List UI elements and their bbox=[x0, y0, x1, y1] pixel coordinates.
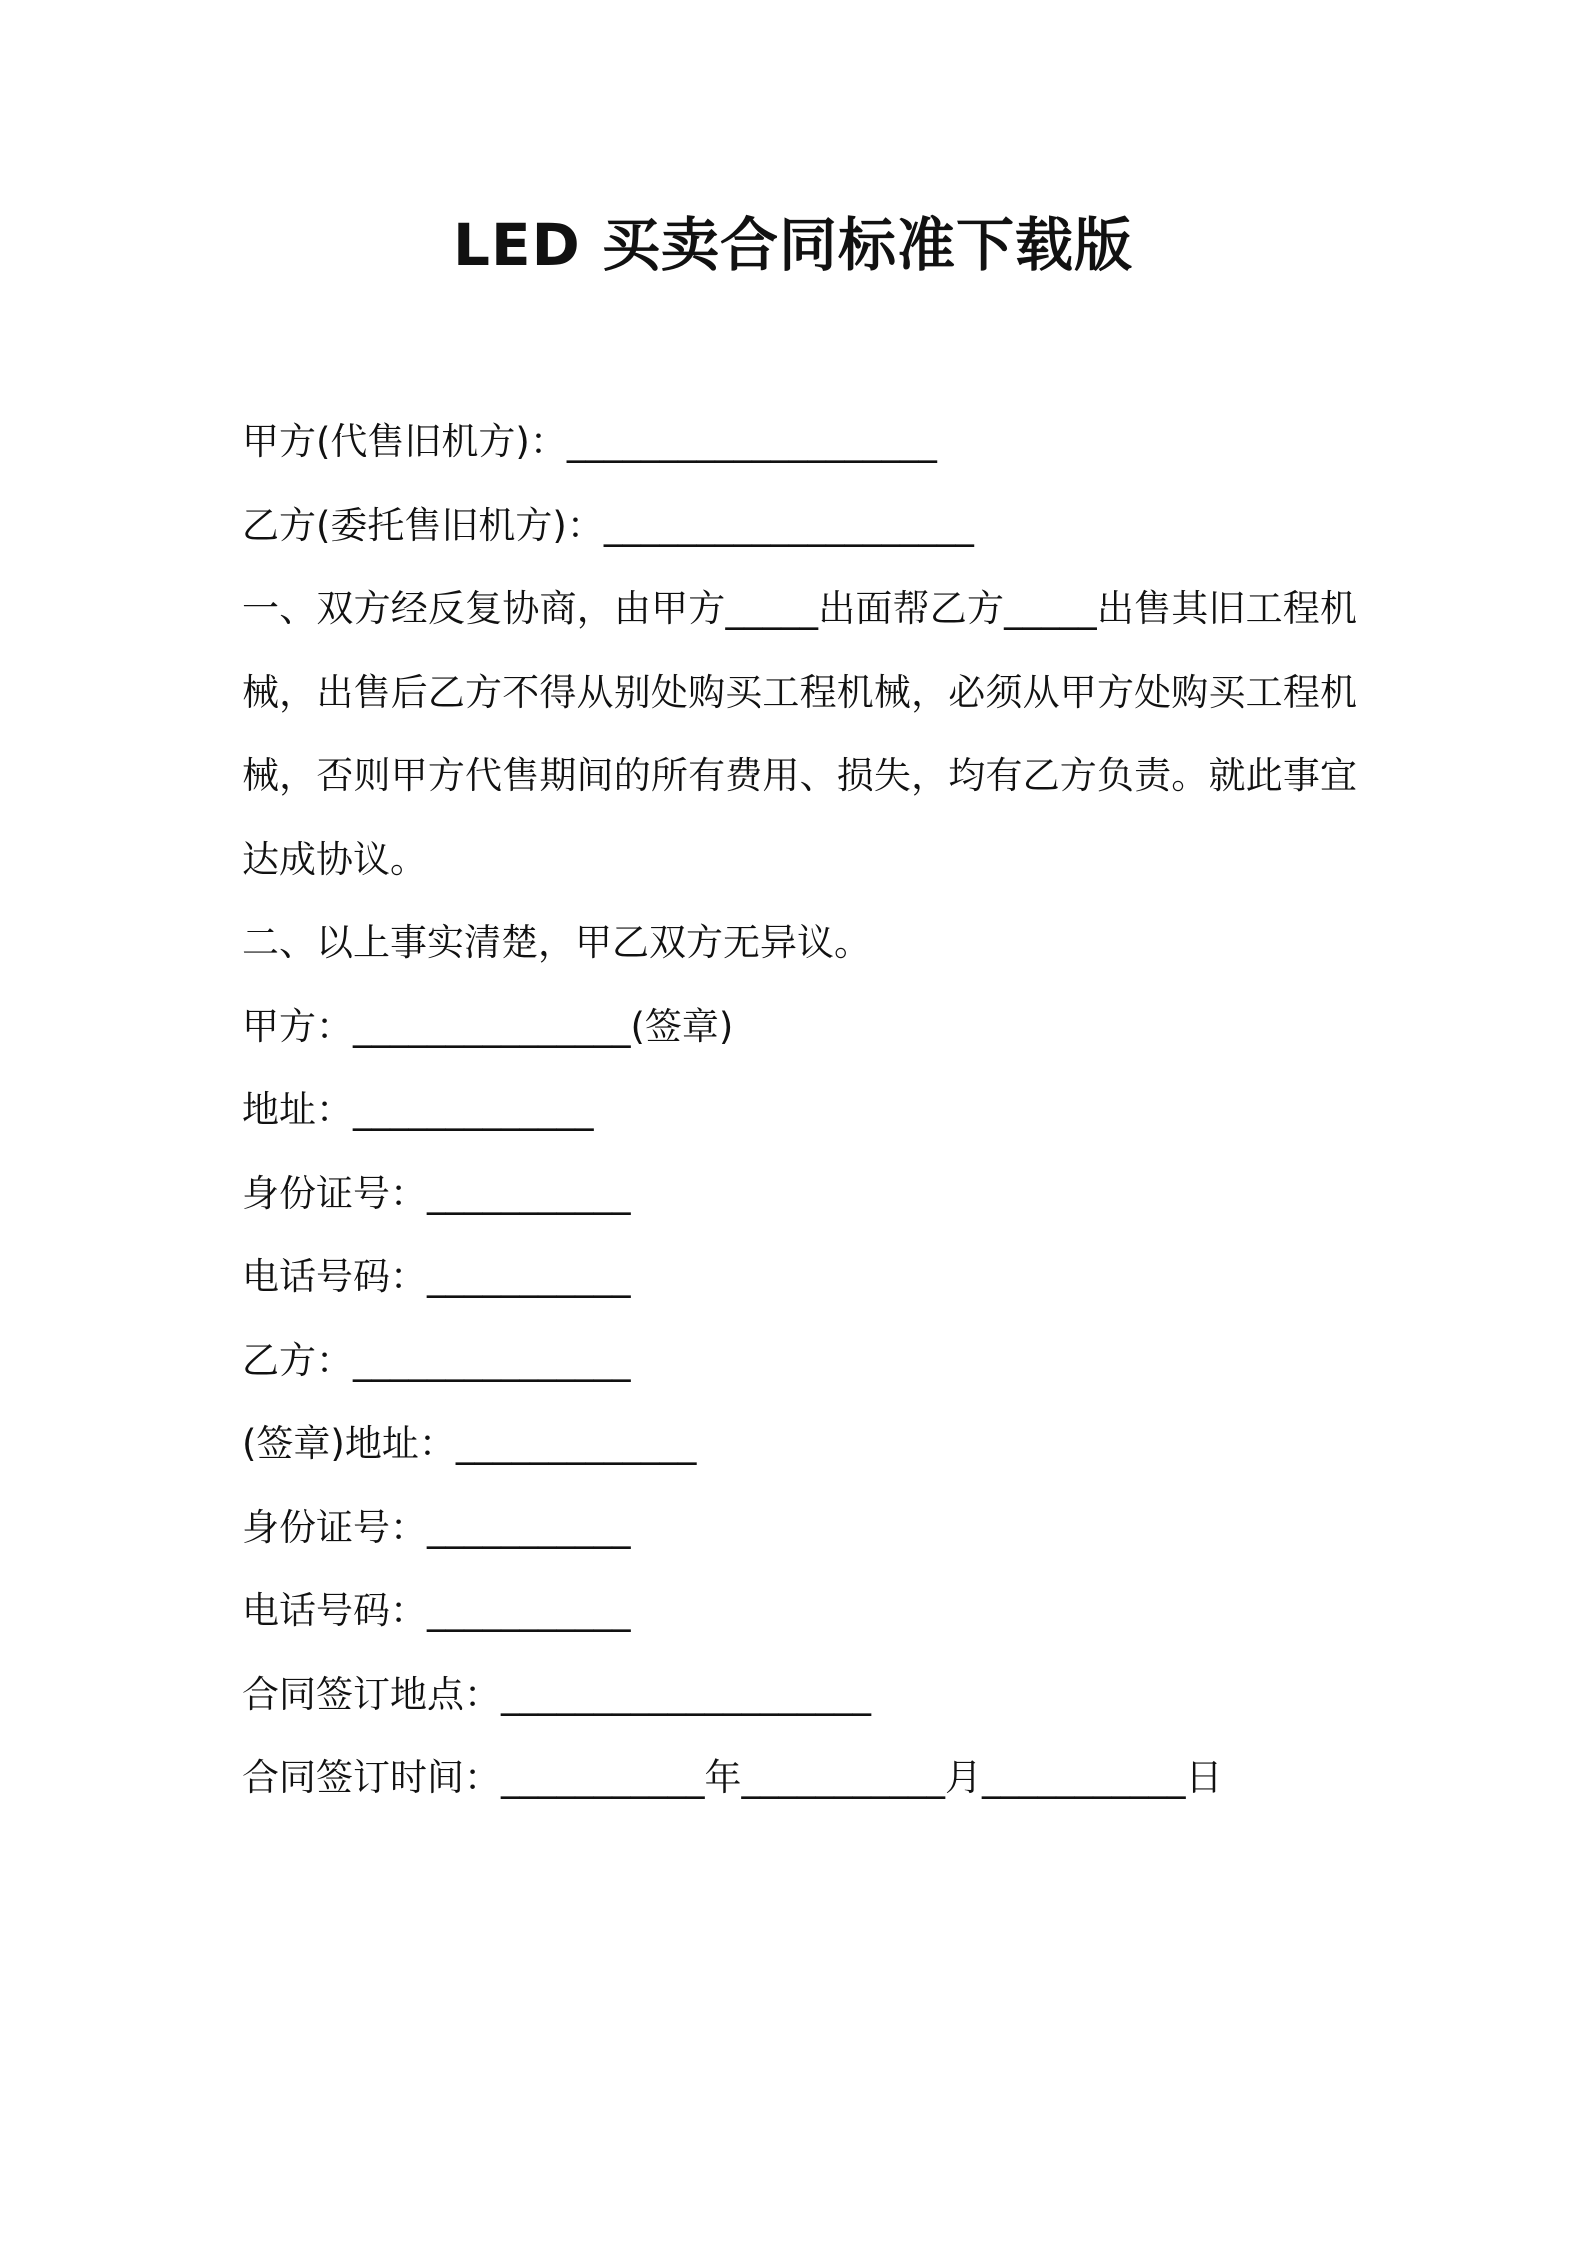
clause-2-line: 二、以上事实清楚，甲乙双方无异议。 bbox=[242, 921, 871, 964]
document-body bbox=[242, 400, 1362, 1820]
document-title: LED 买卖合同标准下载版 bbox=[453, 211, 1133, 279]
party-a-phone-line: 电话号码：___________ bbox=[242, 1255, 631, 1298]
party-b-principal-line: 乙方(委托售旧机方)：____________________ bbox=[242, 503, 974, 547]
party-a-id-line: 身份证号：___________ bbox=[242, 1171, 631, 1215]
party-a-address-line: 地址：_____________ bbox=[242, 1088, 594, 1131]
party-a-agent-line: 甲方(代售旧机方)：____________________ bbox=[242, 420, 937, 463]
clause-1-paragraph: 一、双方经反复协商，由甲方_____出面帮乙方_____出售其旧工程机械，出售后乙方不得从别处购买工程机械，必须从甲方处购买工程机械，否则甲方代售期间的所有费用、损失，均有乙方负责。就此事宜达成协议。 bbox=[242, 587, 1357, 881]
party-b-id-line: 身份证号：___________ bbox=[242, 1505, 631, 1549]
party-b-phone-line: 电话号码：___________ bbox=[242, 1589, 631, 1632]
signing-time-line: 合同签订时间：___________年___________月___________日 bbox=[242, 1756, 1223, 1799]
party-b-address-line: (签章)地址：_____________ bbox=[242, 1422, 697, 1465]
signing-place-line: 合同签订地点：____________________ bbox=[242, 1672, 871, 1716]
party-a-signature-line: 甲方：_______________(签章) bbox=[242, 1004, 734, 1048]
party-b-signature-line: 乙方：_______________ bbox=[242, 1338, 631, 1382]
